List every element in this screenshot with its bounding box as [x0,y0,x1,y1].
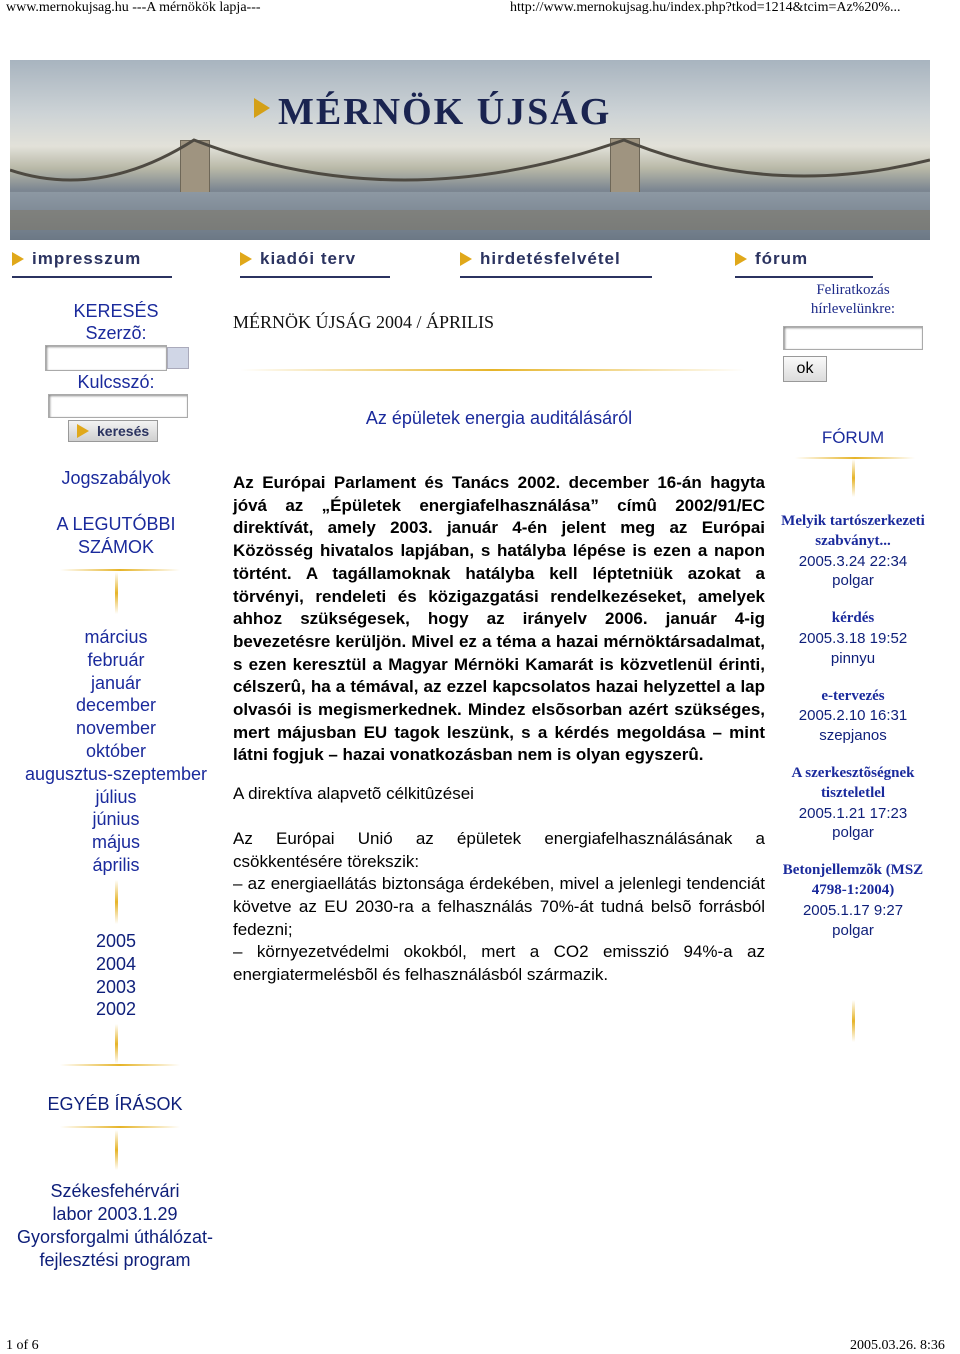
forum-post[interactable] [780,512,926,591]
article-paragraph: – környezetvédelmi okokból, mert a CO2 emisszió 94%-a az energiatermelésbõl és felhasználásból származik. [233,942,765,985]
newsletter-ok-button[interactable]: ok [783,356,827,382]
print-header-url: http://www.mernokujsag.hu/index.php?tkod=1214&tcim=Az%20%... [510,0,901,15]
sidebar-month-link[interactable]: augusztus-szeptember [24,763,208,784]
gold-divider [60,1126,180,1128]
forum-post-title[interactable]: kérdés [831,610,875,627]
nav-forum[interactable] [735,244,873,278]
sidebar-other-list [0,1180,230,1272]
search-title: KERESÉS [73,301,159,321]
forum-post[interactable] [780,609,926,668]
newsletter-email-input[interactable] [783,326,923,350]
search-heading [0,300,232,344]
sidebar-other-link[interactable]: Gyorsforgalmi úthálózat-fejlesztési program [16,1227,214,1270]
sidebar-latest-heading: A LEGUTÓBBI SZÁMOK [56,514,176,557]
search-author-dropdown[interactable] [167,347,189,369]
sidebar-month-link[interactable]: április [92,854,140,875]
article-paragraph: – az energiaellátás biztonsága érdekében, mivel a jelenlegi tendenciát követve az EU 2030-ra a felhasználás 70%-át tudná belsõ forrásból fedezni; [233,874,765,939]
sidebar-month-link[interactable]: november [75,718,157,739]
search-author-label: Szerzõ: [85,323,147,343]
nav-impresszum-label: impresszum [32,249,142,268]
nav-hirdetesfelvetel-label: hirdetésfelvétel [480,249,621,268]
sidebar-month-link[interactable]: október [85,740,147,761]
forum-list [780,512,926,940]
forum-post[interactable] [780,861,926,940]
forum-post-title[interactable]: Melyik tartószerkezeti szabványt... [781,513,925,549]
nav-arrow-icon [735,252,747,266]
nav-hirdetesfelvetel[interactable] [460,244,652,278]
nav-forum-label: fórum [755,249,809,268]
print-footer-date: 2005.03.26. 8:36 [850,1338,945,1353]
forum-post-author: polgar [832,572,874,590]
forum-post-author: szepjanos [819,727,887,745]
sidebar-year-link[interactable]: 2003 [95,976,137,997]
article-body [233,472,765,987]
forum-post-date: 2005.2.10 16:31 [798,707,908,725]
sidebar-other-link[interactable]: Székesfehérvári labor 2003.1.29 [50,1181,180,1224]
search-button-label: keresés [97,423,150,439]
forum-post-author: polgar [832,824,874,842]
sidebar-month-link[interactable]: július [95,786,137,807]
forum-post[interactable] [780,687,926,746]
sidebar-year-link[interactable]: 2004 [95,953,137,974]
search-keyword-input[interactable] [48,394,188,418]
sidebar-other-heading: EGYÉB ÍRÁSOK [47,1094,183,1114]
gold-divider [115,572,118,614]
gold-divider [115,1130,118,1170]
sidebar-year-link[interactable]: 2005 [95,931,137,951]
article-lead: Az Európai Parlament és Tanács 2002. december 16-án hagyta jóvá az „Épületek energiafelhasználása” címû 2002/91/EC direktívát, amely 2003. január 4-én jelent meg az Európai Közösség hivatalos lapjában, s hatályba lépése is ezen a napon történt. A tagállamoknak hatályba kell léptetniük azokat a törvényi, rendeleti és közigazgatási rendelkezéseket, amelyek ahhoz szükségesek, hogy az irányelv 2006. január 4-ig bevezetésre kerüljön. Mivel ez a téma a hazai mérnöktársadalmat, s ezen keresztül a Magyar Mérnöki Kamarát is közvetlenül érinti, célszerû, ha a témával, az ezzel kapcsolatos hazai helyzettel a lap olvasói is megismerkednek. Mindez elsõsorban azért szükséges, mert májusban EU tagok leszünk, s a kérdés megoldása – mint látni fogjuk – hazai vonatkozásban nem is olyan egyszerû. [233,473,765,765]
nav-arrow-icon [460,252,472,266]
newsletter-label: Feliratkozás hírlevelünkre: [810,282,896,317]
gold-divider [115,1024,118,1064]
article-subheading: A direktíva alapvetõ célkitûzései [233,784,474,804]
forum-post-title[interactable]: A szerkesztõségnek tiszteletlel [791,764,915,801]
search-button[interactable] [68,420,158,442]
issue-title: MÉRNÖK ÚJSÁG 2004 / ÁPRILIS [233,312,495,332]
forum-post-date: 2005.3.24 22:34 [798,552,908,570]
sidebar-law-link[interactable]: Jogszabályok [61,468,171,488]
nav-kiadoi-terv-label: kiadói terv [260,249,357,268]
sidebar-month-link[interactable]: december [75,695,157,716]
sidebar-month-list [0,626,232,877]
banner-city [10,210,930,230]
forum-post-title[interactable]: Betonjellemzõk (MSZ 4798-1:2004) [782,862,924,898]
gold-divider [115,880,118,924]
sidebar-month-link[interactable]: június [92,809,140,830]
forum-post-title[interactable]: e-tervezés [821,687,885,704]
gold-divider [852,1000,855,1042]
forum-post[interactable] [780,764,926,843]
banner [10,60,930,240]
gold-divider [852,459,855,497]
gold-divider [60,569,180,571]
nav-kiadoi-terv[interactable] [240,244,390,278]
sidebar-month-link[interactable]: január [90,672,142,693]
sidebar-year-link[interactable]: 2002 [95,999,137,1020]
logo-arrow-icon [254,98,270,118]
sidebar-month-link[interactable]: február [87,649,145,670]
forum-post-date: 2005.1.17 9:27 [802,901,904,919]
search-keyword-label: Kulcsszó: [77,372,155,392]
sidebar-year-list [0,930,232,1021]
forum-post-date: 2005.3.18 19:52 [798,629,908,647]
search-arrow-icon [77,424,89,438]
print-footer-page: 1 of 6 [6,1338,39,1353]
sidebar-month-link[interactable]: március [84,627,148,647]
nav-arrow-icon [12,252,24,266]
article-title: Az épületek energia auditálásáról [365,408,633,428]
article-paragraph: Az Európai Unió az épületek energiafelhasználásának a csökkentésére törekszik: [233,828,765,871]
gold-divider [240,369,745,371]
site-logo: MÉRNÖK ÚJSÁG [278,91,612,133]
forum-heading: FÓRUM [821,428,885,447]
gold-divider [795,457,915,459]
sidebar-month-link[interactable]: május [91,832,140,853]
forum-post-author: pinnyu [830,649,876,667]
nav-impresszum[interactable] [12,244,172,278]
gold-divider [60,1064,180,1066]
forum-post-author: polgar [832,921,874,939]
print-header-title: www.mernokujsag.hu ---A mérnökök lapja--- [6,0,261,15]
nav-arrow-icon [240,252,252,266]
search-author-input[interactable] [45,345,167,371]
forum-post-date: 2005.1.21 17:23 [798,804,908,822]
